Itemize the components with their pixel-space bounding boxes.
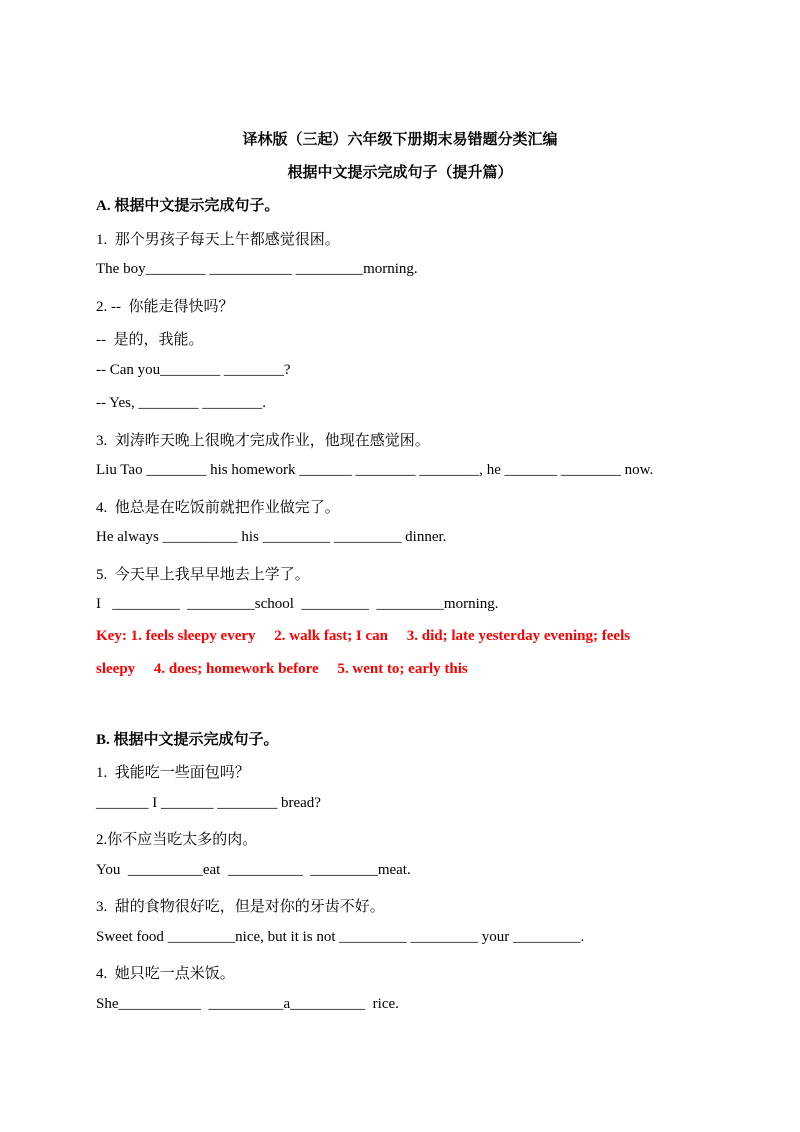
answer-line: He always __________ his _________ _________ dinner.: [96, 529, 447, 545]
question-line: 3. 刘涛昨天晚上很晚才完成作业，他现在感觉困。: [96, 433, 430, 449]
question-line: 2. -- 你能走得快吗？: [96, 299, 234, 315]
answer-line: I _________ _________school _________ _________morning.: [96, 596, 499, 612]
answer-line: Liu Tao ________ his homework _______ ________ ________, he _______ ________ now.: [96, 462, 654, 478]
question-line: 1. 那个男孩子每天上午都感觉很困。: [96, 232, 340, 248]
answer-line: -- Can you________ ________?: [96, 362, 291, 378]
answer-line: -- Yes, ________ ________.: [96, 395, 267, 411]
answer-line: She___________ __________a__________ rice.: [96, 996, 399, 1012]
page-title: 译林版（三起）六年级下册期末易错题分类汇编: [242, 130, 558, 148]
question-line: 4. 她只吃一点米饭。: [96, 966, 235, 982]
question-line: -- 是的，我能。: [96, 332, 204, 348]
page-subtitle: 根据中文提示完成句子（提升篇）: [287, 163, 513, 181]
answer-key-line: Key: 1. feels sleepy every 2. walk fast; I can 3. did; late yesterday evening; feels: [96, 628, 631, 644]
question-line: 2.你不应当吃太多的肉。: [96, 832, 258, 848]
section-b-heading: B. 根据中文提示完成句子。: [96, 732, 279, 748]
question-line: 1. 我能吃一些面包吗？: [96, 765, 250, 781]
answer-line: You __________eat __________ _________meat.: [96, 862, 411, 878]
question-line: 5. 今天早上我早早地去上学了。: [96, 567, 310, 583]
answer-line: The boy________ ___________ _________morning.: [96, 261, 418, 277]
answer-key-line: sleepy 4. does; homework before 5. went to; early this: [96, 661, 468, 677]
section-a-heading: A. 根据中文提示完成句子。: [96, 198, 280, 214]
answer-line: Sweet food _________nice, but it is not _________ _________ your _________.: [96, 929, 585, 945]
answer-line: _______ I _______ ________ bread?: [96, 795, 321, 811]
question-line: 3. 甜的食物很好吃，但是对你的牙齿不好。: [96, 899, 385, 915]
question-line: 4. 他总是在吃饭前就把作业做完了。: [96, 500, 340, 516]
